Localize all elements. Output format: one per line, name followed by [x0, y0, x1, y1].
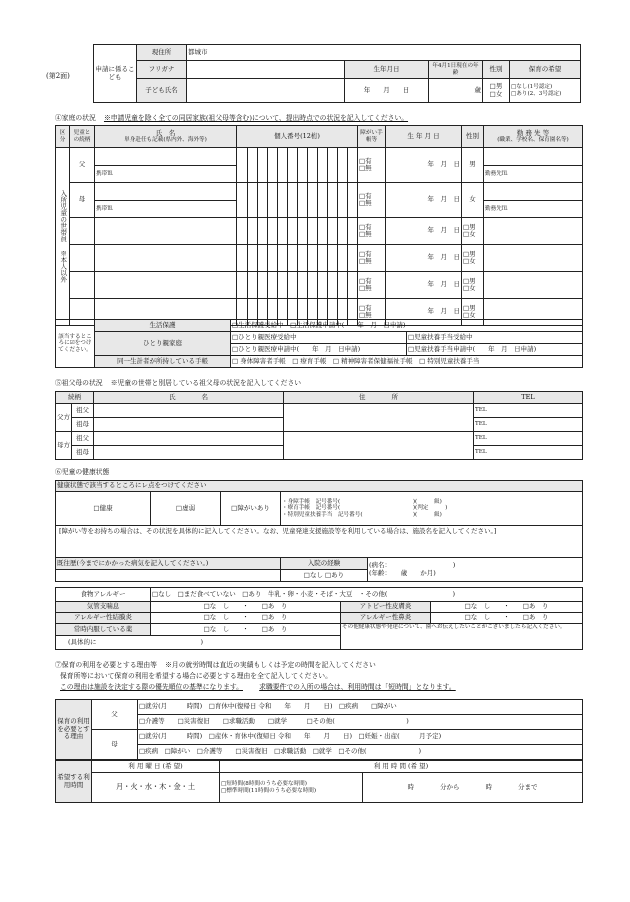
health-weak[interactable]: □虚弱 — [151, 492, 221, 526]
reason-father: 父 — [92, 700, 138, 730]
age-value[interactable]: 歳 — [429, 79, 483, 103]
childcare-time-table — [55, 760, 583, 803]
father-mobile[interactable]: 携帯℡ — [95, 165, 237, 183]
gp-grandfather-label: 祖父 — [72, 432, 94, 446]
mother-birth[interactable]: 年 月 日 — [386, 183, 462, 218]
health-healthy[interactable]: □健康 — [56, 492, 151, 526]
member-female[interactable]: □女 — [463, 257, 476, 265]
allergic-conj-value[interactable]: □な し ・ □あ り — [151, 613, 341, 624]
member-has[interactable]: □有 — [359, 276, 372, 285]
member-none[interactable]: □無 — [359, 230, 372, 238]
welfare-label: 生活保護 — [95, 320, 231, 332]
address-label: 現住所 — [137, 45, 187, 61]
father-none[interactable]: □無 — [359, 164, 372, 172]
member-work[interactable] — [484, 245, 583, 272]
childcare-heading: ⑦保育の利用を必要とする理由等 — [55, 661, 157, 669]
atopy-value[interactable]: □な し ・ □あ り — [431, 602, 583, 613]
reason-label: 保育の利用を必要とする理由 — [56, 700, 92, 760]
member-male[interactable]: □男 — [463, 222, 476, 231]
gp-grandmother-label: 祖母 — [72, 418, 94, 432]
hope-time-label: 希望する利用時間 — [56, 761, 92, 803]
asthma-label: 気管支喘息 — [56, 602, 151, 613]
member-name[interactable] — [95, 218, 237, 245]
single-parent-label: ひとり親家庭 — [95, 332, 231, 356]
handbook-line-3[interactable]: ・特別児童扶養手当 記号番号( )( 級) — [282, 511, 442, 518]
applicant-group-label: 申請に係るこども — [94, 45, 137, 103]
father-birth[interactable]: 年 月 日 — [386, 148, 462, 183]
birth-label: 生年月日 — [345, 61, 429, 79]
col-gender: 性別 — [462, 126, 484, 148]
reason-mother: 母 — [92, 730, 138, 760]
member-female[interactable]: □女 — [463, 284, 476, 292]
hospital-label: 入院の経験 — [281, 558, 368, 570]
col-kubun: 区分 — [56, 126, 70, 148]
col-work-sub: (職業、学校名、保育園名等) — [497, 137, 569, 144]
gender-male[interactable]: □男 — [489, 82, 503, 91]
member-male[interactable]: □男 — [463, 276, 476, 285]
mother-gender: 女 — [462, 183, 484, 218]
furigana-input[interactable] — [187, 61, 345, 79]
allergic-rhin-label: アレルギー性鼻炎 — [341, 613, 431, 624]
member-male[interactable]: □男 — [463, 249, 476, 258]
member-female[interactable]: □女 — [463, 230, 476, 238]
hope-yes[interactable]: □あり(2、3号認定) — [511, 90, 562, 97]
gp-tel[interactable]: TEL — [474, 432, 583, 446]
member-female[interactable]: □女 — [463, 311, 476, 319]
member-relation[interactable] — [70, 272, 95, 299]
member-name[interactable] — [95, 245, 237, 272]
handbook-line-2[interactable]: ・療育手帳 記号番号( )(判定 ) — [282, 505, 448, 512]
childcare-reason-table — [55, 699, 583, 760]
mother-work-input[interactable] — [484, 183, 583, 201]
col-name-sub: 単身赴任も記載(県内外、海外等) — [124, 137, 207, 144]
days-value[interactable]: 月・火・水・木・金・土 — [92, 773, 220, 803]
history-input[interactable] — [56, 570, 281, 582]
allergic-rhin-value[interactable]: □な し ・ □あ り — [431, 613, 583, 624]
col-birth: 生 年 月 日 — [386, 126, 462, 148]
address-value[interactable]: 都城市 — [187, 45, 581, 61]
paternal-label: 父方 — [56, 404, 72, 432]
welfare-value[interactable]: □生活保護受給中 □生活保護申請中( 年 月 日申請) — [231, 320, 583, 332]
gp-name-input[interactable] — [94, 446, 284, 460]
family-note: ※申請児童を除く全ての同居家族(祖父母等含む)について、提出時点での状況を記入してください。 — [103, 114, 409, 122]
single-option-1[interactable]: □ひとり親医療受給中 — [231, 332, 407, 344]
father-reason-row-1[interactable]: □就労(月 時間) □育休中(復帰日 令和 年 月 日) □疾病 □障がい — [138, 700, 583, 715]
mother-reason-row-1[interactable]: □就労(月 時間) □産休・育休中(復帰日 令和 年 月 日) □妊娠・出産( 月予定) — [138, 730, 583, 745]
member-none[interactable]: □無 — [359, 311, 372, 319]
gp-col-address: 住 所 — [284, 392, 474, 404]
gp-name-input[interactable] — [94, 432, 284, 446]
standard-time-option[interactable]: □標準時間(11時間のうち必要な時間) — [221, 787, 317, 794]
grandparents-note: ※児童の世帯と別居している祖父母の状況を記入してください — [110, 379, 302, 387]
household-side-label: 入所児童の世帯員 ※本人以外 — [59, 190, 68, 283]
father-work-input[interactable] — [484, 148, 583, 166]
maternal-label: 母方 — [56, 432, 72, 460]
father-name-input[interactable] — [95, 148, 237, 166]
medicine-specific[interactable]: (具体的に ) — [56, 636, 341, 650]
member-birth[interactable]: 年 月 日 — [386, 299, 462, 326]
short-time-option[interactable]: □短時間(8時間のうち必要な時間) — [221, 781, 307, 788]
age-label: 年4月1日現在の年齢 — [429, 61, 483, 79]
mother-work-tel[interactable]: 勤務先℡ — [484, 200, 583, 218]
applicable-table — [55, 319, 583, 368]
father-reason-row-2[interactable]: □介護等 □災害復旧 □求職活動 □就学 □その他( ) — [138, 715, 583, 730]
furigana-label: フリガナ — [137, 61, 187, 79]
col-mynumber: 個人番号(12桁) — [237, 126, 358, 148]
mother-has[interactable]: □有 — [359, 191, 372, 200]
col-relation: 児童との続柄 — [70, 126, 95, 148]
member-relation[interactable] — [70, 245, 95, 272]
mother-reason-row-2[interactable]: □疾病 □障がい □介護等 □災害復旧 □求職活動 □就学 □その他( ) — [138, 745, 583, 760]
childcare-line-2: 保育所等において保育の利用を希望する場合に必要とする理由を全て記入してください。 — [60, 672, 332, 680]
member-has[interactable]: □有 — [359, 222, 372, 231]
father-work-tel[interactable]: 勤務先℡ — [484, 165, 583, 183]
member-work[interactable] — [484, 218, 583, 245]
medicine-label: 常時内服している薬 — [56, 624, 151, 636]
medicine-value[interactable]: □な し ・ □あ り — [151, 624, 341, 636]
member-none[interactable]: □無 — [359, 284, 372, 292]
member-birth[interactable]: 年 月 日 — [386, 245, 462, 272]
gender-female[interactable]: □女 — [489, 89, 503, 98]
age-month[interactable]: (年齢： 歳 か月) — [369, 568, 436, 577]
health-disabled[interactable]: □障がいあり — [221, 492, 281, 526]
gp-address-input[interactable] — [284, 404, 474, 432]
col-work: 勤 務 先 等 — [516, 128, 550, 137]
history-label: 既往歴(今までにかかった病気を記入してください。) — [56, 558, 281, 570]
day-header: 利 用 曜 日 (希 望) — [92, 761, 220, 773]
hospital-none[interactable]: □なし — [303, 570, 323, 579]
food-allergy-options[interactable]: □なし □まだ食べていない □あり 牛乳・卵・小麦・そば・大豆 ・その他( ) — [151, 588, 583, 602]
time-header: 利 用 時 間 (希 望) — [220, 761, 583, 773]
father-has[interactable]: □有 — [359, 156, 372, 165]
childcare-line-3b: 求職要件での入所の場合は、利用時間は「短時間」となります。 — [259, 683, 456, 691]
grandparents-heading: ⑤祖父母の状況 — [55, 379, 103, 387]
allergy-table — [55, 587, 583, 650]
single-option-2[interactable]: □児童扶養手当受給中 — [407, 332, 583, 344]
gp-tel[interactable]: TEL — [474, 446, 583, 460]
gp-col-relation: 続柄 — [56, 392, 94, 404]
disease-name[interactable]: (病名： ) — [369, 561, 456, 570]
col-name: 氏 名 — [155, 128, 176, 137]
childcare-heading-note: ※月の就労時間は直近の実績もしくは予定の時間を記入してください — [165, 661, 376, 669]
handbook-label: 同一生計者が所持している手帳 — [95, 356, 231, 368]
member-has[interactable]: □有 — [359, 303, 372, 312]
health-heading: ⑥児童の健康状態 — [55, 468, 110, 476]
member-name[interactable] — [95, 272, 237, 299]
father-relation: 父 — [70, 148, 95, 183]
page-label: (第2面) — [46, 72, 70, 80]
gp-col-tel: TEL — [474, 392, 583, 404]
mother-none[interactable]: □無 — [359, 199, 372, 207]
atopy-label: アトピー性皮膚炎 — [341, 602, 431, 613]
applicant-table — [93, 44, 581, 103]
member-birth[interactable]: 年 月 日 — [386, 218, 462, 245]
member-none[interactable]: □無 — [359, 257, 372, 265]
gp-name-input[interactable] — [94, 418, 284, 432]
gp-address-input[interactable] — [284, 432, 474, 460]
family-table — [55, 125, 583, 326]
member-birth[interactable]: 年 月 日 — [386, 272, 462, 299]
grandparents-table — [55, 391, 583, 460]
disability-note[interactable]: [障がい等をお持ちの場合は、その状況を具体的に記入してください。なお、児童発達支援施設等を利用している場合は、施設名を記入してください。] — [56, 526, 583, 558]
gp-grandfather-label: 祖父 — [72, 404, 94, 418]
single-option-4[interactable]: □児童扶養手当申請中( 年 月 日申請) — [407, 344, 583, 356]
mother-relation: 母 — [70, 183, 95, 218]
gp-tel[interactable]: TEL — [474, 404, 583, 418]
gp-name-input[interactable] — [94, 404, 284, 418]
mother-name-input[interactable] — [95, 183, 237, 201]
childcare-line-3: この理由は施設を決定する際の優先順位の基準になります。 — [60, 683, 243, 691]
single-option-3[interactable]: □ひとり親医療申請中( 年 月 日申請) — [231, 344, 407, 356]
asthma-value[interactable]: □な し ・ □あ り — [151, 602, 341, 613]
applicable-label: 該当するところに☑をつけてください。 — [56, 320, 95, 368]
child-name-input[interactable] — [187, 79, 345, 103]
other-health-note[interactable]: その他健康状態や発達について、園へお伝えしたいことがございましたら記入ください。 — [341, 624, 583, 650]
gp-grandmother-label: 祖母 — [72, 446, 94, 460]
allergic-conj-label: アレルギー性結膜炎 — [56, 613, 151, 624]
child-name-label: 子ども氏名 — [137, 79, 187, 103]
gender-label: 性別 — [483, 61, 510, 79]
health-check-label: 健康状態で該当するところにレ点をつけてください — [56, 481, 583, 492]
mother-mobile[interactable]: 携帯℡ — [95, 200, 237, 218]
gp-col-name: 氏 名 — [94, 392, 284, 404]
member-has[interactable]: □有 — [359, 249, 372, 258]
food-allergy-label: 食物アレルギー — [56, 588, 151, 602]
hospital-yes[interactable]: □あり — [325, 570, 345, 579]
hope-label: 保育の希望 — [510, 61, 581, 79]
col-disability: 障がい手帳等 — [358, 126, 386, 148]
birth-value[interactable]: 年 月 日 — [345, 79, 429, 103]
hope-none[interactable]: □なし(1号認定) — [511, 84, 553, 91]
father-gender: 男 — [462, 148, 484, 183]
handbook-line-1[interactable]: ・身障手帳 記号番号( )( 級) — [282, 498, 442, 505]
member-relation[interactable] — [70, 218, 95, 245]
gp-tel[interactable]: TEL — [474, 418, 583, 432]
handbook-value[interactable]: □ 身体障害者手帳 □ 療育手帳 □ 精神障害者保健福祉手帳 □ 特別児童扶養手当 — [231, 356, 583, 368]
member-male[interactable]: □男 — [463, 303, 476, 312]
family-heading: ④家庭の状況 — [55, 114, 96, 122]
health-table — [55, 480, 583, 582]
time-value[interactable]: 時 分から 時 分まで — [363, 773, 583, 803]
member-work[interactable] — [484, 272, 583, 299]
